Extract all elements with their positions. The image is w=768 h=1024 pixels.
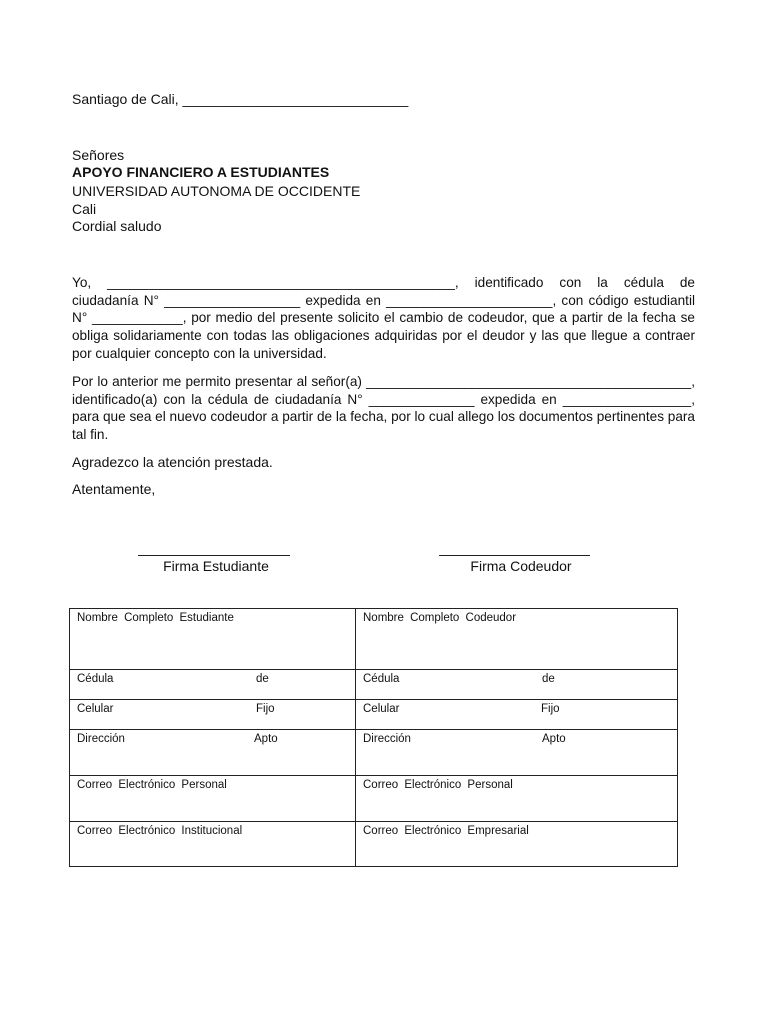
student-personal-email-cell[interactable] — [70, 776, 356, 822]
cell-label: Celular — [363, 703, 400, 715]
body-p2-line-2: identificado(a) con la cédula de ciudadanía N° ______________ expedida en _________________, — [72, 392, 695, 407]
recipient-university: UNIVERSIDAD AUTONOMA DE OCCIDENTE — [72, 183, 361, 199]
student-signature-label: Firma Estudiante — [163, 558, 269, 574]
codebtor-signature-line — [439, 555, 590, 556]
table-row — [70, 730, 678, 776]
table-row — [70, 670, 678, 700]
cell-label: Nombre Completo Estudiante — [77, 612, 234, 624]
cell-sublabel: Apto — [254, 733, 278, 745]
body-p1-line-3: N° ____________, por medio del presente solicito el cambio de codeudor, que a partir de la fecha se — [72, 310, 695, 325]
body-p1-line-1: Yo, ______________________________________________, identificado con la cédula de — [72, 275, 695, 290]
body-p1-line-2: ciudadanía N° __________________ expedida en ______________________, con código estudiantil — [72, 293, 695, 308]
info-table — [69, 608, 678, 867]
cell-label: Cédula — [77, 673, 114, 685]
body-p2-line-1: Por lo anterior me permito presentar al señor(a) ___________________________________________, — [72, 374, 695, 389]
cell-sublabel: Apto — [542, 733, 566, 745]
cell-label: Correo Electrónico Personal — [77, 779, 227, 791]
student-name-cell[interactable] — [70, 609, 356, 670]
body-p2-line-3: para que sea el nuevo codeudor a partir de la fecha, por lo cual allego los documentos pertinentes para — [72, 409, 695, 424]
body-p1-line-5: por cualquier concepto con la universidad. — [72, 346, 327, 361]
cell-label: Celular — [77, 703, 114, 715]
cell-label: Correo Electrónico Personal — [363, 779, 513, 791]
codebtor-business-email-cell[interactable] — [356, 822, 678, 867]
cell-sublabel: Fijo — [256, 703, 275, 715]
codebtor-signature-label: Firma Codeudor — [470, 558, 572, 574]
recipient-city: Cali — [72, 201, 97, 217]
place-date-line: Santiago de Cali, _____________________________ — [72, 91, 409, 107]
greeting: Cordial saludo — [72, 218, 162, 234]
salutation: Señores — [72, 147, 125, 163]
body-p1-line-4: obliga solidariamente con todas las obligaciones adquiridas por el deudor y las que llegue a contraer — [72, 328, 695, 343]
cell-label: Cédula — [363, 673, 400, 685]
student-phone-cell[interactable] — [70, 700, 356, 730]
cell-sublabel: Fijo — [541, 703, 560, 715]
codebtor-personal-email-cell[interactable] — [356, 776, 678, 822]
table-row — [70, 700, 678, 730]
thanks-line: Agradezco la atención prestada. — [72, 454, 273, 470]
codebtor-address-cell[interactable] — [356, 730, 678, 776]
cell-sublabel: de — [542, 673, 555, 685]
table-row — [70, 776, 678, 822]
table-row — [70, 822, 678, 867]
student-institutional-email-cell[interactable] — [70, 822, 356, 867]
codebtor-id-cell[interactable] — [356, 670, 678, 700]
cell-label: Dirección — [363, 733, 411, 745]
cell-label: Dirección — [77, 733, 125, 745]
cell-label: Nombre Completo Codeudor — [363, 612, 517, 624]
recipient-org: APOYO FINANCIERO A ESTUDIANTES — [72, 164, 330, 180]
table-row — [70, 609, 678, 670]
closing-line: Atentamente, — [72, 481, 156, 497]
student-id-cell[interactable] — [70, 670, 356, 700]
body-p2-line-4: tal fin. — [72, 427, 109, 442]
cell-label: Correo Electrónico Institucional — [77, 825, 243, 837]
cell-sublabel: de — [256, 673, 269, 685]
codebtor-phone-cell[interactable] — [356, 700, 678, 730]
codebtor-name-cell[interactable] — [356, 609, 678, 670]
cell-label: Correo Electrónico Empresarial — [363, 825, 529, 837]
student-address-cell[interactable] — [70, 730, 356, 776]
student-signature-line — [138, 555, 290, 556]
